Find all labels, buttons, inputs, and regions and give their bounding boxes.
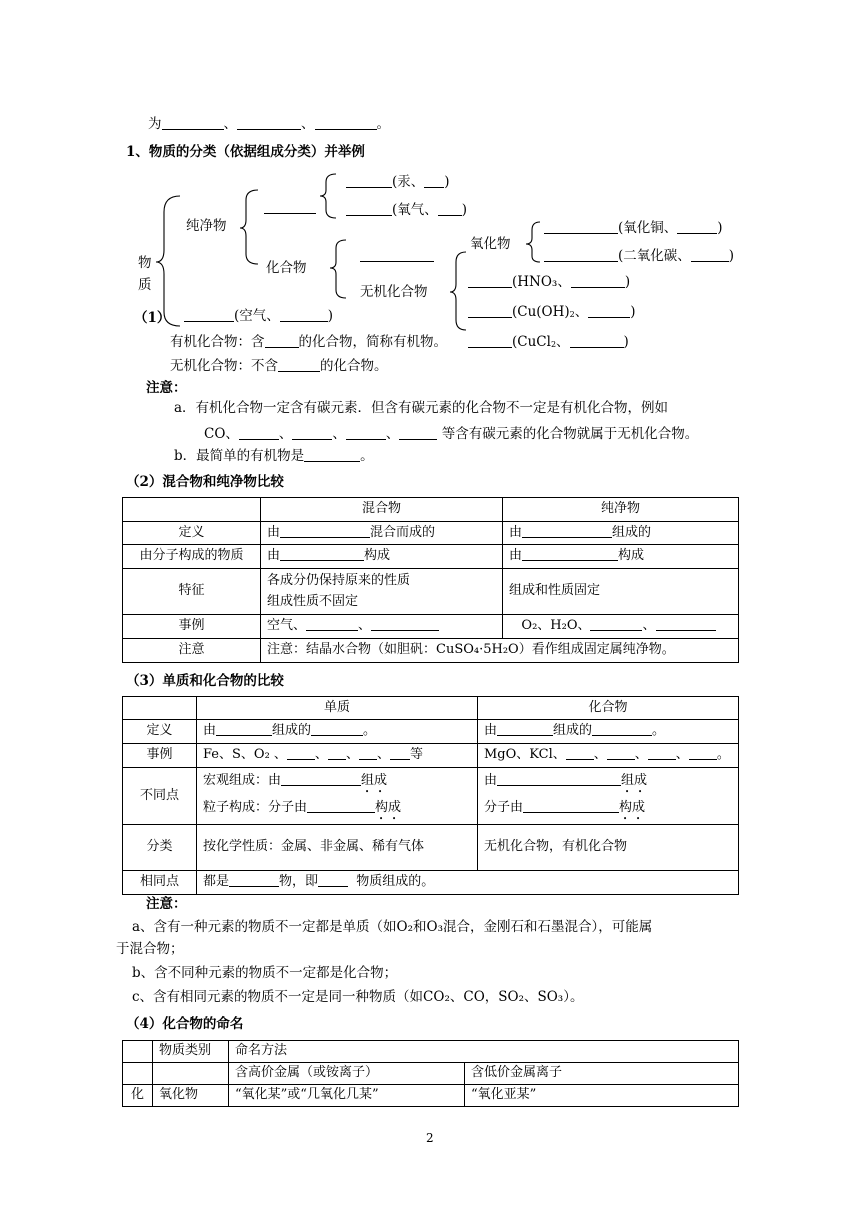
- element-compound-table: [122, 696, 739, 895]
- cell: 由 混合而成的: [261, 522, 503, 545]
- tree-oxide-label: 氧化物: [470, 236, 511, 252]
- table-row: [123, 871, 739, 895]
- header-low-valence: 含低价金属离子: [465, 1063, 739, 1085]
- section1-title: 1、物质的分类（依据组成分类）并举例: [126, 144, 365, 160]
- row-label: 相同点: [123, 871, 197, 895]
- header-high-valence: 含高价金属（或铵离子）: [229, 1063, 465, 1085]
- cell: 都是 物，即 物质组成的。: [197, 871, 739, 895]
- tree-mixture-example: (空气、 ): [184, 308, 333, 324]
- cell: 注意：结晶水合物（如胆矾：CuSO₄·5H₂O）看作组成固定属纯净物。: [261, 639, 739, 663]
- section2-title: （2）混合物和纯净物比较: [126, 474, 284, 490]
- note2-a-line2: 于混合物；: [116, 941, 184, 957]
- table-row: [123, 615, 739, 639]
- cell: 各成分仍保持原来的性质 组成性质不固定: [261, 569, 503, 615]
- header-category: 物质类别: [153, 1041, 229, 1063]
- tree-oxide-example-1: (氧化铜、 ): [544, 220, 723, 236]
- header-pure: 纯净物: [503, 498, 739, 522]
- cell: 由 组成的 。: [478, 720, 739, 744]
- cell: 组成和性质固定: [503, 569, 739, 615]
- table-row: [123, 744, 739, 768]
- cell: “氧化亚某”: [465, 1085, 739, 1107]
- table-row: [123, 545, 739, 569]
- cell: Fe、S、O₂ 、 、 、 、 等: [197, 744, 478, 768]
- table-row: [123, 697, 739, 720]
- naming-table: [122, 1040, 739, 1107]
- table-row: [123, 498, 739, 522]
- tree-mixture-marker: （1）: [134, 310, 171, 326]
- header-compound: 化合物: [478, 697, 739, 720]
- tree-acid-example: (HNO₃、 ): [468, 274, 630, 290]
- cell: 由 组成的: [503, 522, 739, 545]
- tree-organic-blank: [360, 248, 434, 264]
- table-row: [123, 720, 739, 744]
- header-mixture: 混合物: [261, 498, 503, 522]
- table-row: [123, 825, 739, 871]
- table-row: [123, 639, 739, 663]
- row-label: 定义: [123, 522, 261, 545]
- note1-b-line: b．最简单的有机物是 。: [174, 448, 374, 464]
- cell: 宏观组成：由 组成 粒子构成：分子由 构成: [197, 768, 478, 825]
- cell: MgO、KCl、 、 、 、 。: [478, 744, 739, 768]
- cell: “氧化某”或“几氧化几某”: [229, 1085, 465, 1107]
- table-row: [123, 1085, 739, 1107]
- note2-title: 注意：: [146, 896, 187, 912]
- table-row: [123, 1063, 739, 1085]
- row-label: 不同点: [123, 768, 197, 825]
- cell: 空气、 、: [261, 615, 503, 639]
- cell: 由 组成 分子由 构成: [478, 768, 739, 825]
- organic-definition: 有机化合物：含 的化合物，简称有机物。: [170, 334, 447, 350]
- mixture-pure-table: [122, 497, 739, 663]
- cell: 化: [123, 1085, 153, 1107]
- tree-element-example-2: (氧气、 ): [346, 202, 467, 218]
- tree-oxide-example-2: (二氧化碳、 ): [544, 248, 734, 264]
- inorganic-definition: 无机化合物：不含 的化合物。: [170, 358, 388, 374]
- cell: 由 组成的 。: [197, 720, 478, 744]
- cell: 由 构成: [503, 545, 739, 569]
- row-label: 定义: [123, 720, 197, 744]
- header-naming: 命名方法: [229, 1041, 739, 1063]
- row-label: 注意: [123, 639, 261, 663]
- cell: 由 构成: [261, 545, 503, 569]
- row-label: 事例: [123, 744, 197, 768]
- header-empty: [123, 697, 197, 720]
- header-empty: [123, 498, 261, 522]
- cell: 按化学性质：金属、非金属、稀有气体: [197, 825, 478, 871]
- top-fill-line: 为 、 、 。: [148, 116, 390, 132]
- note1-a-line2: CO、 、 、 、 等含有碳元素的化合物就属于无机化合物。: [204, 426, 699, 442]
- tree-element-blank: [264, 200, 316, 216]
- cell: 无机化合物，有机化合物: [478, 825, 739, 871]
- tree-base-example: (Cu(OH)2、 ): [468, 304, 636, 320]
- page-number: 2: [426, 1131, 434, 1145]
- cell: [123, 1041, 153, 1063]
- note2-a-line1: a、含有一种元素的物质不一定都是单质（如O₂和O₃混合，金刚石和石墨混合），可能属: [132, 919, 653, 935]
- tree-element-example-1: (汞、 ): [346, 174, 450, 190]
- section4-title: （4）化合物的命名: [126, 1016, 244, 1032]
- section3-title: （3）单质和化合物的比较: [126, 673, 284, 689]
- cell: 氧化物: [153, 1085, 229, 1107]
- row-label: 事例: [123, 615, 261, 639]
- table-row: [123, 768, 739, 825]
- tree-pure-label: 纯净物: [186, 218, 227, 234]
- note2-b-line: b、含不同种元素的物质不一定都是化合物；: [132, 965, 398, 981]
- row-label: 特征: [123, 569, 261, 615]
- header-element: 单质: [197, 697, 478, 720]
- tree-compound-label: 化合物: [266, 260, 307, 276]
- row-label: 由分子构成的物质: [123, 545, 261, 569]
- table-row: [123, 522, 739, 545]
- row-label: 分类: [123, 825, 197, 871]
- cell: [153, 1063, 229, 1085]
- note2-c-line: c、含有相同元素的物质不一定是同一种物质（如CO₂、CO，SO₂、SO₃）。: [132, 989, 584, 1005]
- note1-title: 注意：: [146, 380, 187, 396]
- cell: O₂、H₂O、 、: [503, 615, 739, 639]
- table-row: [123, 1041, 739, 1063]
- table-row: [123, 569, 739, 615]
- tree-salt-example: (CuCl2、 ): [468, 334, 629, 350]
- cell: [123, 1063, 153, 1085]
- tree-root-label: 物 质: [138, 255, 152, 293]
- note1-a-line1: a．有机化合物一定含有碳元素．但含有碳元素的化合物不一定是有机化合物，例如: [174, 400, 669, 416]
- tree-inorganic-label: 无机化合物: [360, 284, 428, 300]
